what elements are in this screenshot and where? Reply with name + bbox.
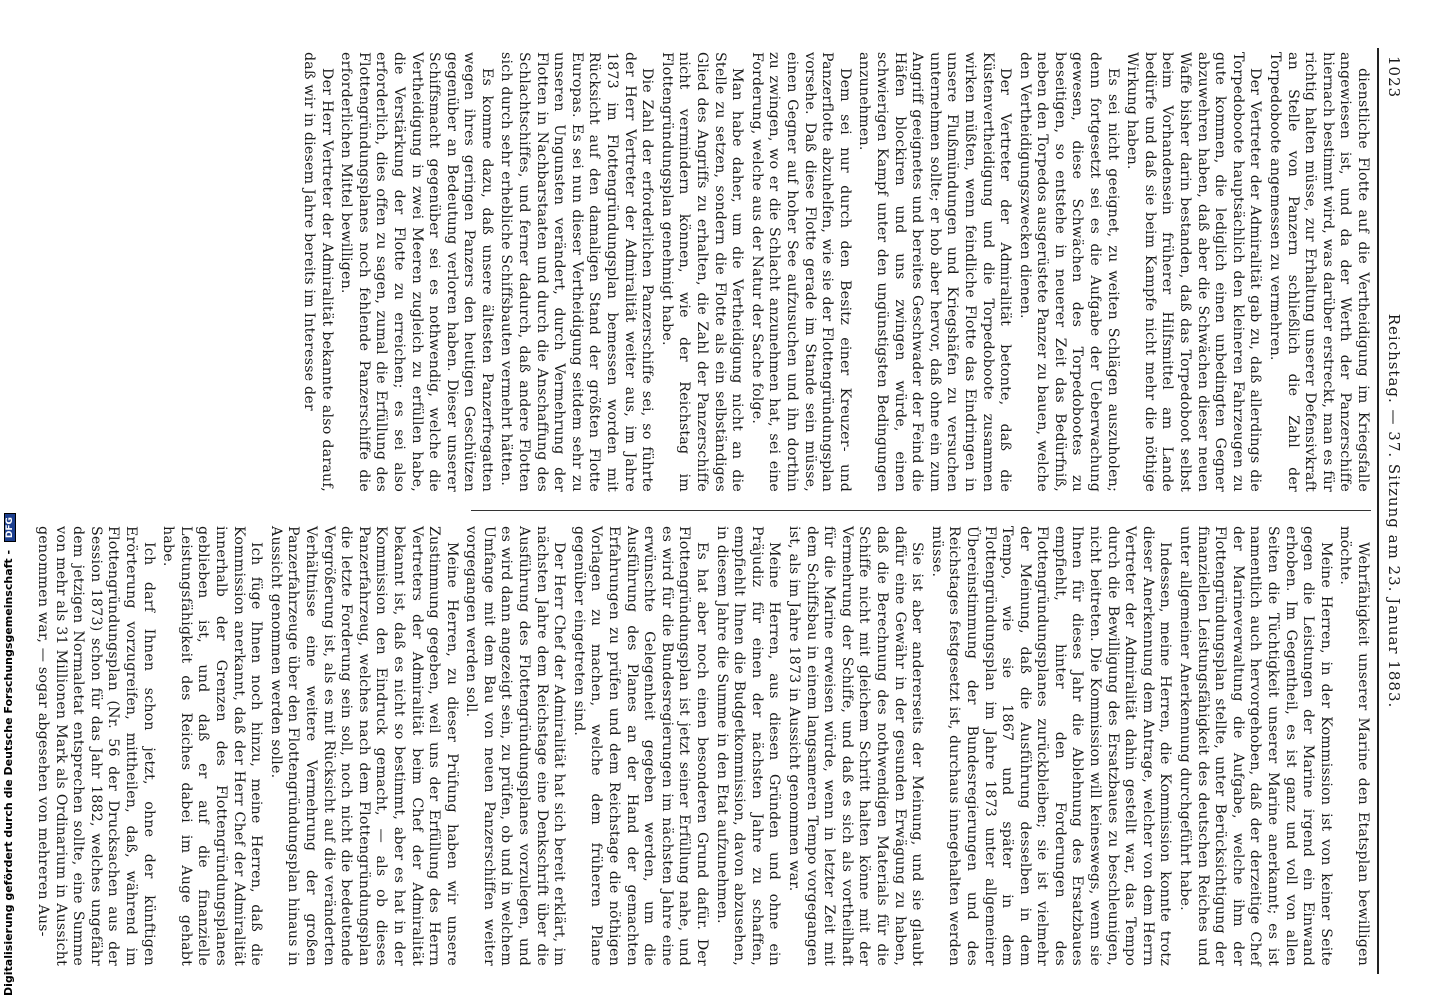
- paragraph: Der Vertreter der Admiralität gab zu, daß allerdings die Torpedoboote hauptsächlich den kleineren Fahrzeugen zu gute kommen, die lediglich einen unbedingten Gegner abzuwehren haben, daß aber die Schwächen dieser neuen Waffe bisher darin bestanden, daß das Torpedoboot selbst beim Vorhandensein früherer Hilfsmittel am Lande bedürfe und daß sie beim Kampfe nicht mehr die nöthige Wirkung haben.: [1124, 52, 1264, 492]
- dfg-logo: DFG: [4, 513, 16, 542]
- paragraph: Wehrfähigkeit unserer Marine den Etatsplan bewilligen möchte.: [1337, 526, 1371, 966]
- paragraph: Meine Herren, zu dieser Prüfung haben wir unsere Zustimmung gegeben, weil uns der Erfüllung des Herrn Vertreters der Admiralität beim Chef der Admiralität bekannt ist, daß es nicht so bestimmt, aber es hat in der Kommission den Eindruck gemacht, — als ob dieses Panzerfahrzeug, welches nach dem Flottengründungsplan die letzte Forderung sein soll, noch nicht die bedeutende Vergrößerung ist, als es mit Rücksicht auf die veränderten Verhältnisse eine weitere Vermehrung der großen Panzerfahrzeuge über den Flottengründungsplan hinaus in Aussicht genommen werden solle.: [267, 526, 460, 966]
- running-head: [1381, 48, 1405, 974]
- header-rule: [1377, 48, 1379, 974]
- paragraph: Dem sei nur durch den Besitz einer Kreuzer- und Panzerflotte abzuhelfen, wie sie der Flottengründungsplan vorsehe. Daß diese Flotte gerade im Stande sein müsse, einen Gegner auf hoher See aufzusuchen und ihn dorthin zu zwingen, wo er die Schlacht anzunehmen hat, sei eine Forderung, welche aus der Natur der Sache folge.: [748, 52, 853, 492]
- page-number: 1023: [1385, 56, 1403, 99]
- digitization-credit-text: Digitalisierung gefördert durch die Deutsche Forschungsgemeinschaft -: [2, 549, 15, 996]
- column-rule: [471, 510, 1371, 511]
- paragraph: Man habe daher, um die Vertheidigung nicht an die Stelle zu setzen, sondern die Flotte als ein selbständiges Glied des Angriffs zu erhalten, die Zahl der Panzerschiffe nicht vermindern können, wie der Reichstag im Flottengründungsplan genehmigt habe.: [658, 52, 746, 492]
- paragraph: Der Vertreter der Admiralität betonte, daß die Küstenvertheidigung und die Torpedoboote zusammen wirken müßten, wenn feindliche Flotte das Eindringen in unsere Flußmündungen und Kriegshäfen zu versuchen unternehmen sollte; er hob aber hervor, daß ohne ein zum Angriff geeignetes und bereites Geschwader der Feind die Häfen blockiren und uns zwingen würde, einen schwierigen Kampf unter den ungünstigsten Bedingungen anzunehmen.: [856, 52, 1014, 492]
- paragraph: Es komme dazu, daß unsere ältesten Panzerfregatten wegen ihres geringen Panzers den heutigen Geschützen gegenüber an Bedeutung verloren haben. Dieser unserer Schiffsmacht gegenüber sei es nothwendig, welche die Vertheidigung in zwei Meeren zugleich zu erfüllen habe, die Verstärkung der Flotte zu erreichen; es sei also erforderlich, dies offen zu sagen, zumal die Erfüllung des Flottengründungsplanes noch fehlende Panzerschiffe die erforderlichen Mittel bewilligen.: [338, 52, 495, 492]
- paragraph: Ich darf Ihnen schon jetzt, ohne der künftigen Erörterung vorzugreifen, mittheilen, daß, während im Flottengründungsplan (Nr. 56 der Drucksachen aus der Session 1873) schon für das Jahr 1882, welches ungefähr dem jetzigen Normaletat entsprechen sollte, eine Summe von mehr als 31 Millionen Mark als Ordinarium in Aussicht genommen war, — sogar abgesehen von mehreren Aus-: [35, 526, 157, 966]
- scanned-newspaper-page: [35, 48, 1405, 974]
- text-column-right: [35, 526, 1371, 966]
- text-column-left: [300, 52, 1371, 492]
- paragraph: Indessen, meine Herren, die Kommission konnte trotz dieser Anerkennung dem Antrage, welcher von dem Herrn Vertreter der Admiralität dahin gestellt war, das Tempo durch die Bewilligung des Ersatzbaues zu beschleunigen, nicht beitreten. Die Kommission will keineswegs, wenn sie Ihnen für dieses Jahr die Ablehnung des Ersatzbaues empfiehlt, hinter den Forderungen des Flottengründungsplanes zurückbleiben; sie ist vielmehr der Meinung, daß die Ausführung desselben in dem Tempo, wie sie 1867 und später in dem Flottengründungsplan im Jahre 1873 unter allgemeiner Übereinstimmung der Bundesregierungen und des Reichstages festgesetzt ist, durchaus innegehalten werden müsse.: [928, 526, 1174, 966]
- paragraph: Ich füge Ihnen noch hinzu, meine Herren, daß die Kommission anerkannt, daß der Herr Chef der Admiralität innerhalb der Grenzen des Flottengründungsplanes geblieben ist, und daß er auf die finanzielle Leistungsfähigkeit des Reiches dabei im Auge gehabt habe.: [160, 526, 265, 966]
- paragraph: Sie ist aber andererseits der Meinung, und sie glaubt dafür eine Gewähr in der gesunden Erwägung zu haben, daß die Berechnung des nothwendigen Materials für die Schiffe nicht mit gleichem Schritt halten könne mit der Vermehrung der Schiffe, und daß es sich als vortheilhaft für die Marine erweisen würde, wenn in letzter Zeit mit dem Schiffsbau in einem langsameren Tempo vorgegangen ist, als im Jahre 1873 in Aussicht genommen war.: [786, 526, 926, 966]
- paragraph: Meine Herren, in der Kommission ist von keiner Seite gegen die Leistungen der Marine irgend ein Einwand erhoben. Im Gegentheil, es ist ganz und voll von allen Seiten die Tüchtigkeit unserer Marine anerkannt; es ist namentlich auch hervorgehoben, daß der derzeitige Chef der Marineverwaltung die Aufgabe, welche ihm der Flottengründungsplan stellte, unter Berücksichtigung der finanziellen Leistungsfähigkeit des deutschen Reiches und unter allgemeiner Anerkennung durchgeführt habe.: [1177, 526, 1334, 966]
- digitization-strip: [0, 0, 20, 1000]
- paragraph: Der Herr Chef der Admiralität hat sich bereit erklärt, im nächsten Jahre dem Reichstage eine Denkschrift über die Ausführung des Flottengründungsplanes vorzulegen, und es wird dann angezeigt sein, zu prüfen, ob und in welchem Umfange mit dem Bau von neuen Panzerschiffen weiter vorgegangen werden soll.: [463, 526, 568, 966]
- page-header-title: Reichstag. — 37. Sitzung am 23. Januar 1883.: [1385, 313, 1403, 709]
- paragraph: Meine Herren, aus diesen Gründen und ohne ein Präjudiz für einen der nächsten Jahre zu schaffen, empfiehlt Ihnen die Budgetkommission, davon abzusehen, in diesem Jahre die Summe in den Etat aufzunehmen.: [713, 526, 783, 966]
- paragraph: Der Herr Vertreter der Admiralität bekannte also darauf, daß wir in diesem Jahre bereits im Interesse der: [300, 52, 335, 492]
- paragraph: Es sei nicht geeignet, zu weiten Schlägen auszuholen; denn fortgesetzt sei es die Aufgabe der Ueberwachung gewesen, diese Schwächen des Torpedobootes zu beseitigen, so entstehe in neuerer Zeit das Bedürfniß, neben den Torpedos ausgerüstete Panzer zu bauen, welche den Vertheidigungszwecken dienen.: [1016, 52, 1121, 492]
- digitization-credit: [2, 6, 18, 996]
- paragraph: Es hat aber noch einen besonderen Grund dafür. Der Flottengründungsplan ist jetzt seiner Erfüllung nahe, und es wird für die Bundesregierungen im nächsten Jahre eine erwünschte Gelegenheit gegeben werden, um die Ausführung des Planes an der Hand der gemachten Erfahrungen zu prüfen und dem Reichstage die nöthigen Vorlagen zu machen, welche dem früheren Plane gegenüber eingetreten sind.: [570, 526, 711, 966]
- paragraph: dienstliche Flotte auf die Vertheidigung im Kriegsfalle angewiesen ist, und da der Werth der Panzerschiffe hiernach bestimmt wird, was darüber erstreckt, man es für richtig halten müsse, zur Erhaltung unserer Defensivkraft an Stelle von Panzern schließlich die Zahl der Torpedoboote angemessen zu vermehren.: [1267, 52, 1371, 492]
- paragraph: Die Zahl der erforderlichen Panzerschiffe sei, so führte der Herr Vertreter der Admiralität weiter aus, im Jahre 1873 im Flottengründungsplan bemessen worden mit Rücksicht auf den damaligen Stand der größten Flotte Europas. Es sei nun dieser Vertheidigung seitdem sehr zu unseren Ungunsten verändert, durch Vermehrung der Flotten in Nachbarstaaten und durch die Anschaffung des Schlachtschiffes, und ferner dadurch, daß andere Flotten sich durch sehr erhebliche Schiffsbauten vermehrt hätten.: [498, 52, 656, 492]
